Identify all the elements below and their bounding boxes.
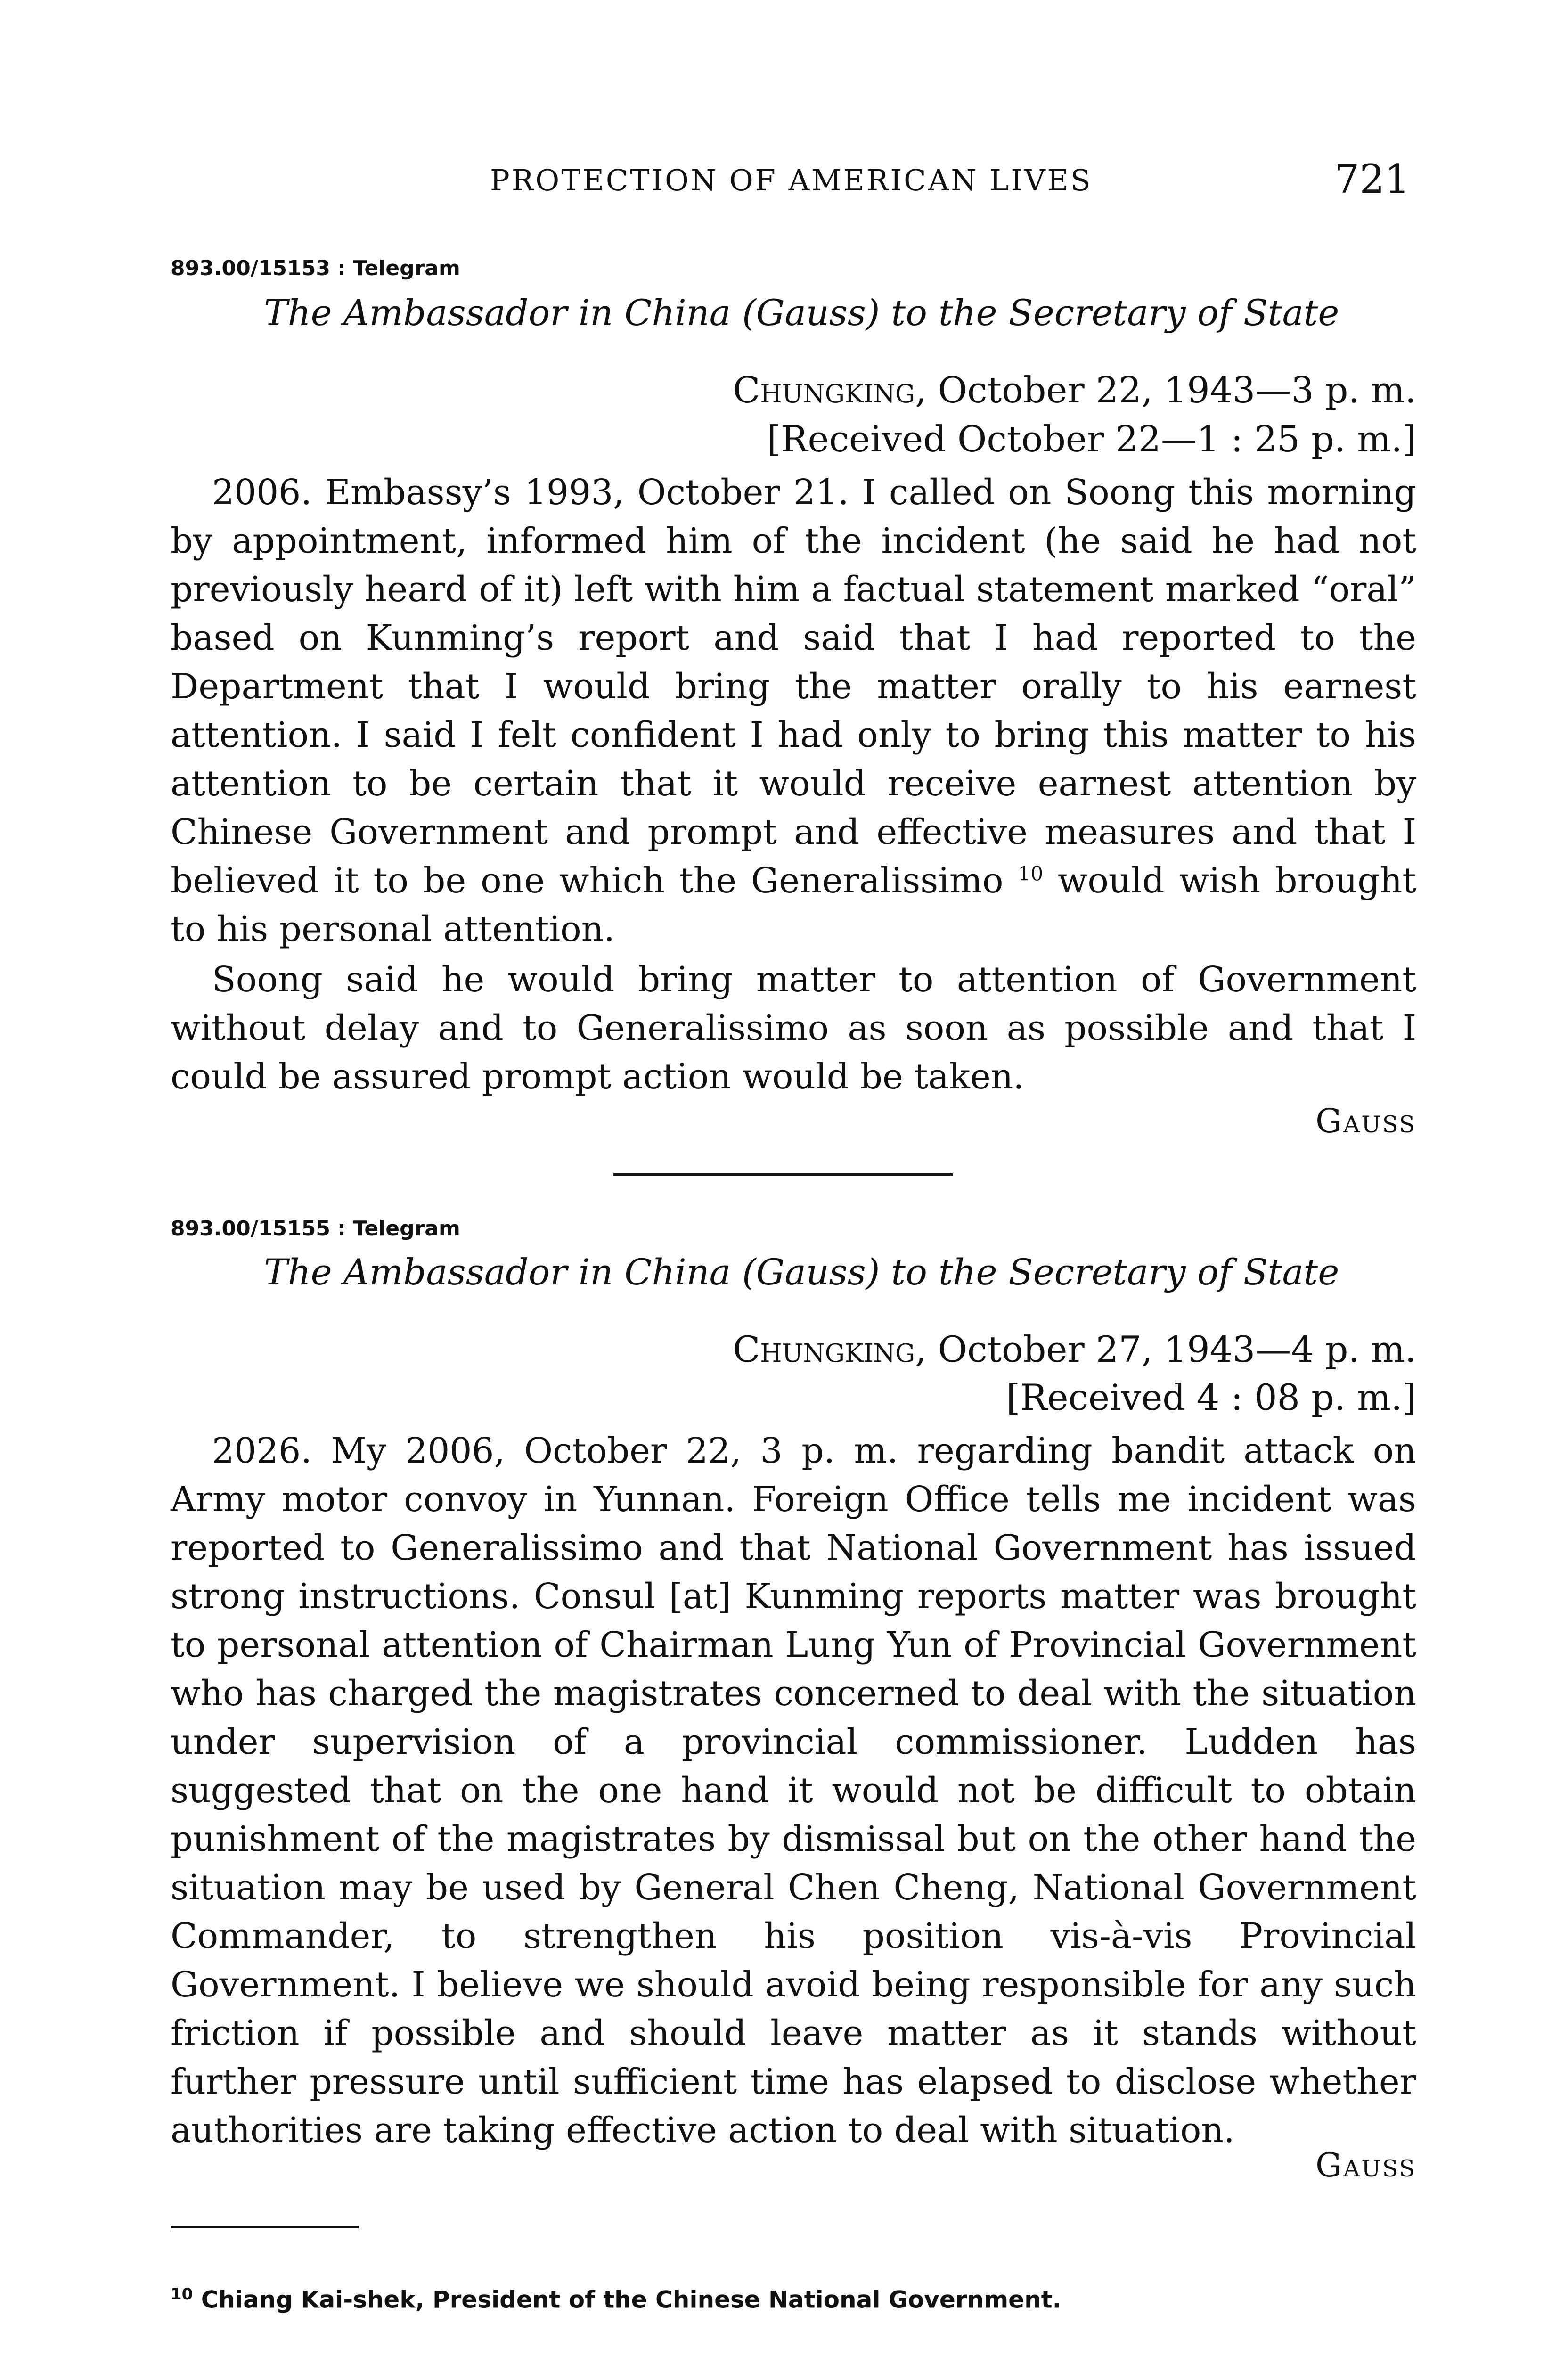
running-title: PROTECTION OF AMERICAN LIVES <box>490 163 1093 197</box>
footnote-reference-10[interactable]: 10 <box>1018 862 1044 885</box>
dateline-date-1: , October 22, 1943—3 p. m. <box>915 369 1416 411</box>
dateline-1 <box>733 369 1416 411</box>
paragraph-1-1 <box>171 468 1416 954</box>
footnote-10 <box>171 2286 1062 2312</box>
paragraph-2-1-text: 2026. My 2006, October 22, 3 p. m. regarding bandit attack on Army motor convoy in Yunnan. Foreign Office tells me incident was reported to Generalissimo and that National Government has issued strong instructions. Consul [at] Kunming reports matter was brought to personal attention of Chairman Lung Yun of Provincial Government who has charged the magistrates concerned to deal with the situation under supervision of a provincial commissioner. Ludden has suggested that on the one hand it would not be difficult to obtain punishment of the magistrates by dismissal but on the other hand the situation may be used by General Chen Cheng, National Government Commander, to strengthen his position vis-à-vis Provincial Government. I believe we should avoid being responsible for any such friction if possible and should leave matter as it stands without further pressure until sufficient time has elapsed to disclose whether authorities are taking effective action to deal with situation. <box>171 1431 1416 2151</box>
document-heading-1: The Ambassador in China (Gauss) to the Secretary of State <box>264 292 1339 334</box>
dateline-2 <box>733 1328 1416 1370</box>
paragraph-1-1-text-b: would wish brought to his personal attention. <box>171 860 1416 949</box>
signature-1: Gauss <box>1315 1102 1416 1140</box>
received-line-2: [Received 4 : 08 p. m.] <box>1006 1376 1416 1418</box>
paragraph-2-1 <box>171 1427 1416 2155</box>
file-reference-2: 893.00/15155 : Telegram <box>171 1217 460 1241</box>
page-number: 721 <box>1334 156 1410 202</box>
footnote-text: Chiang Kai-shek, President of the Chinese National Government. <box>193 2286 1062 2314</box>
section-separator <box>613 1173 953 1176</box>
file-reference-1: 893.00/15153 : Telegram <box>171 256 460 280</box>
dateline-place-1: Chungking <box>733 369 915 411</box>
dateline-date-2: , October 27, 1943—4 p. m. <box>915 1328 1416 1370</box>
running-head <box>0 156 1568 222</box>
received-line-1: [Received October 22—1 : 25 p. m.] <box>767 418 1416 460</box>
paragraph-1-2-text: Soong said he would bring matter to attention of Government without delay and to Generalissimo as soon as possible and that I could be assured prompt action would be taken. <box>171 959 1416 1097</box>
dateline-place-2: Chungking <box>733 1328 915 1370</box>
paragraph-1-2 <box>171 956 1416 1101</box>
footnote-rule <box>171 2226 359 2228</box>
footnote-marker: 10 <box>171 2285 193 2304</box>
paragraph-1-1-text-a: 2006. Embassy’s 1993, October 21. I called on Soong this morning by appointment, informed him of the incident (he said he had not previously heard of it) left with him a factual statement marked “oral” based on Kunming’s report and said that I had reported to the Department that I would bring the matter orally to his earnest attention. I said I felt confident I had only to bring this matter to his attention to be certain that it would receive earnest attention by Chinese Government and prompt and effective measures and that I believed it to be one which the Generalissimo <box>171 472 1416 901</box>
signature-2: Gauss <box>1315 2146 1416 2184</box>
document-heading-2: The Ambassador in China (Gauss) to the Secretary of State <box>264 1251 1339 1293</box>
